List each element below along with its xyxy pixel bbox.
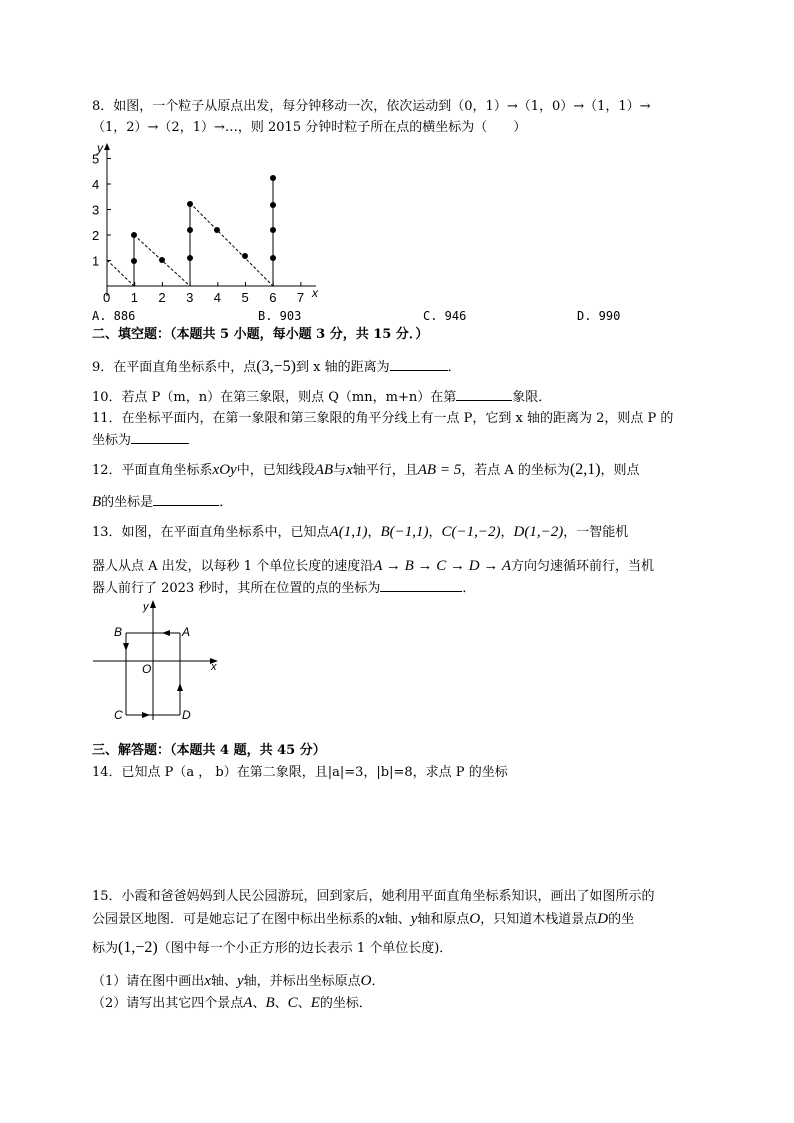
q10: 10．若点 P（m，n）在第三象限，则点 Q（mn，m+n）在第 象限．: [92, 390, 552, 405]
q13-label-d: D: [182, 708, 191, 722]
q11-line2: 坐标为: [92, 432, 189, 449]
q13-line1: 13．如图，在平面直角坐标系中，已知点A(1,1)，B(−1,1)，C(−1,−2)，D(1,−2)，一智能机: [92, 524, 629, 540]
q8-y-arrow: [104, 143, 110, 150]
q15-line2: 公园景区地图．可是她忘记了在图中标出坐标系的x轴、y轴和原点O，只知道木栈道景点D的坐: [92, 911, 635, 927]
q8-y-tick-label: 2: [92, 228, 100, 243]
q13-label-c: C: [114, 708, 123, 722]
q8-option-c: C. 946: [423, 309, 467, 323]
q13-origin-label: O: [142, 662, 152, 676]
q8-y-tick-label: 3: [92, 202, 100, 218]
q8-x-tick-label: 5: [241, 290, 249, 305]
q8-option-d: D. 990: [577, 309, 621, 323]
section2-heading: 二、填空题：（本题共 5 小题，每小题 3 分，共 15 分．）: [92, 327, 429, 342]
q8-chart: [90, 140, 330, 308]
section3-heading: 三、解答题：（本题共 4 题，共 45 分）: [92, 743, 326, 758]
q13-x-label: x: [211, 661, 217, 673]
q8-x-tick-label: 3: [186, 290, 194, 305]
q8-option-a: A. 886: [92, 309, 136, 323]
q8-x-tick-label: 0: [103, 290, 111, 305]
q8-line1: 8．如图，一个粒子从原点出发，每分钟移动一次，依次运动到（0，1）→（1，0）→（1，1）→: [92, 99, 651, 114]
q8-x-tick-label: 1: [130, 290, 138, 305]
q8-x-tick-label: 7: [296, 290, 305, 305]
q13-y-label: y: [143, 601, 149, 613]
q13-line2: 器人从点 A 出发，以每秒 1 个单位长度的速度沿A → B → C → D → A方向匀速循环前行，当机: [92, 558, 655, 574]
q15-line1: 15．小霞和爸爸妈妈到人民公园游玩，回到家后，她利用平面直角坐标系知识，画出了如图所示的: [92, 889, 655, 904]
q13-label-b: B: [114, 625, 123, 639]
q13-line3: 器人前行了 2023 秒时，其所在位置的点的坐标为 ．: [92, 581, 476, 596]
q8-y-axis-label: y: [97, 141, 103, 155]
q12-line2: B的坐标是 ．: [92, 494, 233, 510]
q8-x-axis-label: x: [312, 286, 318, 300]
q13-diagram: [88, 596, 228, 726]
q15-sub2: （2）请写出其它四个景点A、B、C、E的坐标．: [92, 995, 372, 1011]
q11-line1: 11．在坐标平面内，在第一象限和第三象限的角平分线上有一点 P，它到 x 轴的距离为 2，则点 P 的: [92, 411, 674, 426]
q15-sub1: （1）请在图中画出x轴、y轴，并标出坐标原点O．: [92, 973, 385, 989]
q12-line1: 12．平面直角坐标系xOy中，已知线段AB与x轴平行，且AB = 5，若点 A 的坐标为(2,1)，则点: [92, 461, 640, 478]
q8-x-tick-label: 6: [269, 290, 277, 305]
q8-y-tick-label: 1: [92, 253, 100, 269]
q8-line2: （1，2）→（2，1）→…，则 2015 分钟时粒子所在点的横坐标为（ ）: [92, 120, 527, 135]
q8-y-tick-label: 5: [92, 151, 100, 167]
q8-option-b: B. 903: [258, 309, 302, 323]
q14: 14．已知点 P（a ， b）在第二象限，且|a|=3，|b|=8，求点 P 的坐标: [92, 765, 508, 780]
q13-label-a: A: [182, 625, 191, 639]
q15-line3: 标为(1,−2)（图中每一个小正方形的边长表示 1 个单位长度)．: [92, 939, 453, 956]
q8-x-tick-label: 4: [213, 290, 222, 305]
q8-x-tick-label: 2: [158, 290, 166, 305]
q8-y-tick-label: 4: [92, 177, 100, 192]
q9: 9．在平面直角坐标系中，点(3,−5)到 x 轴的距离为 ．: [92, 358, 461, 375]
